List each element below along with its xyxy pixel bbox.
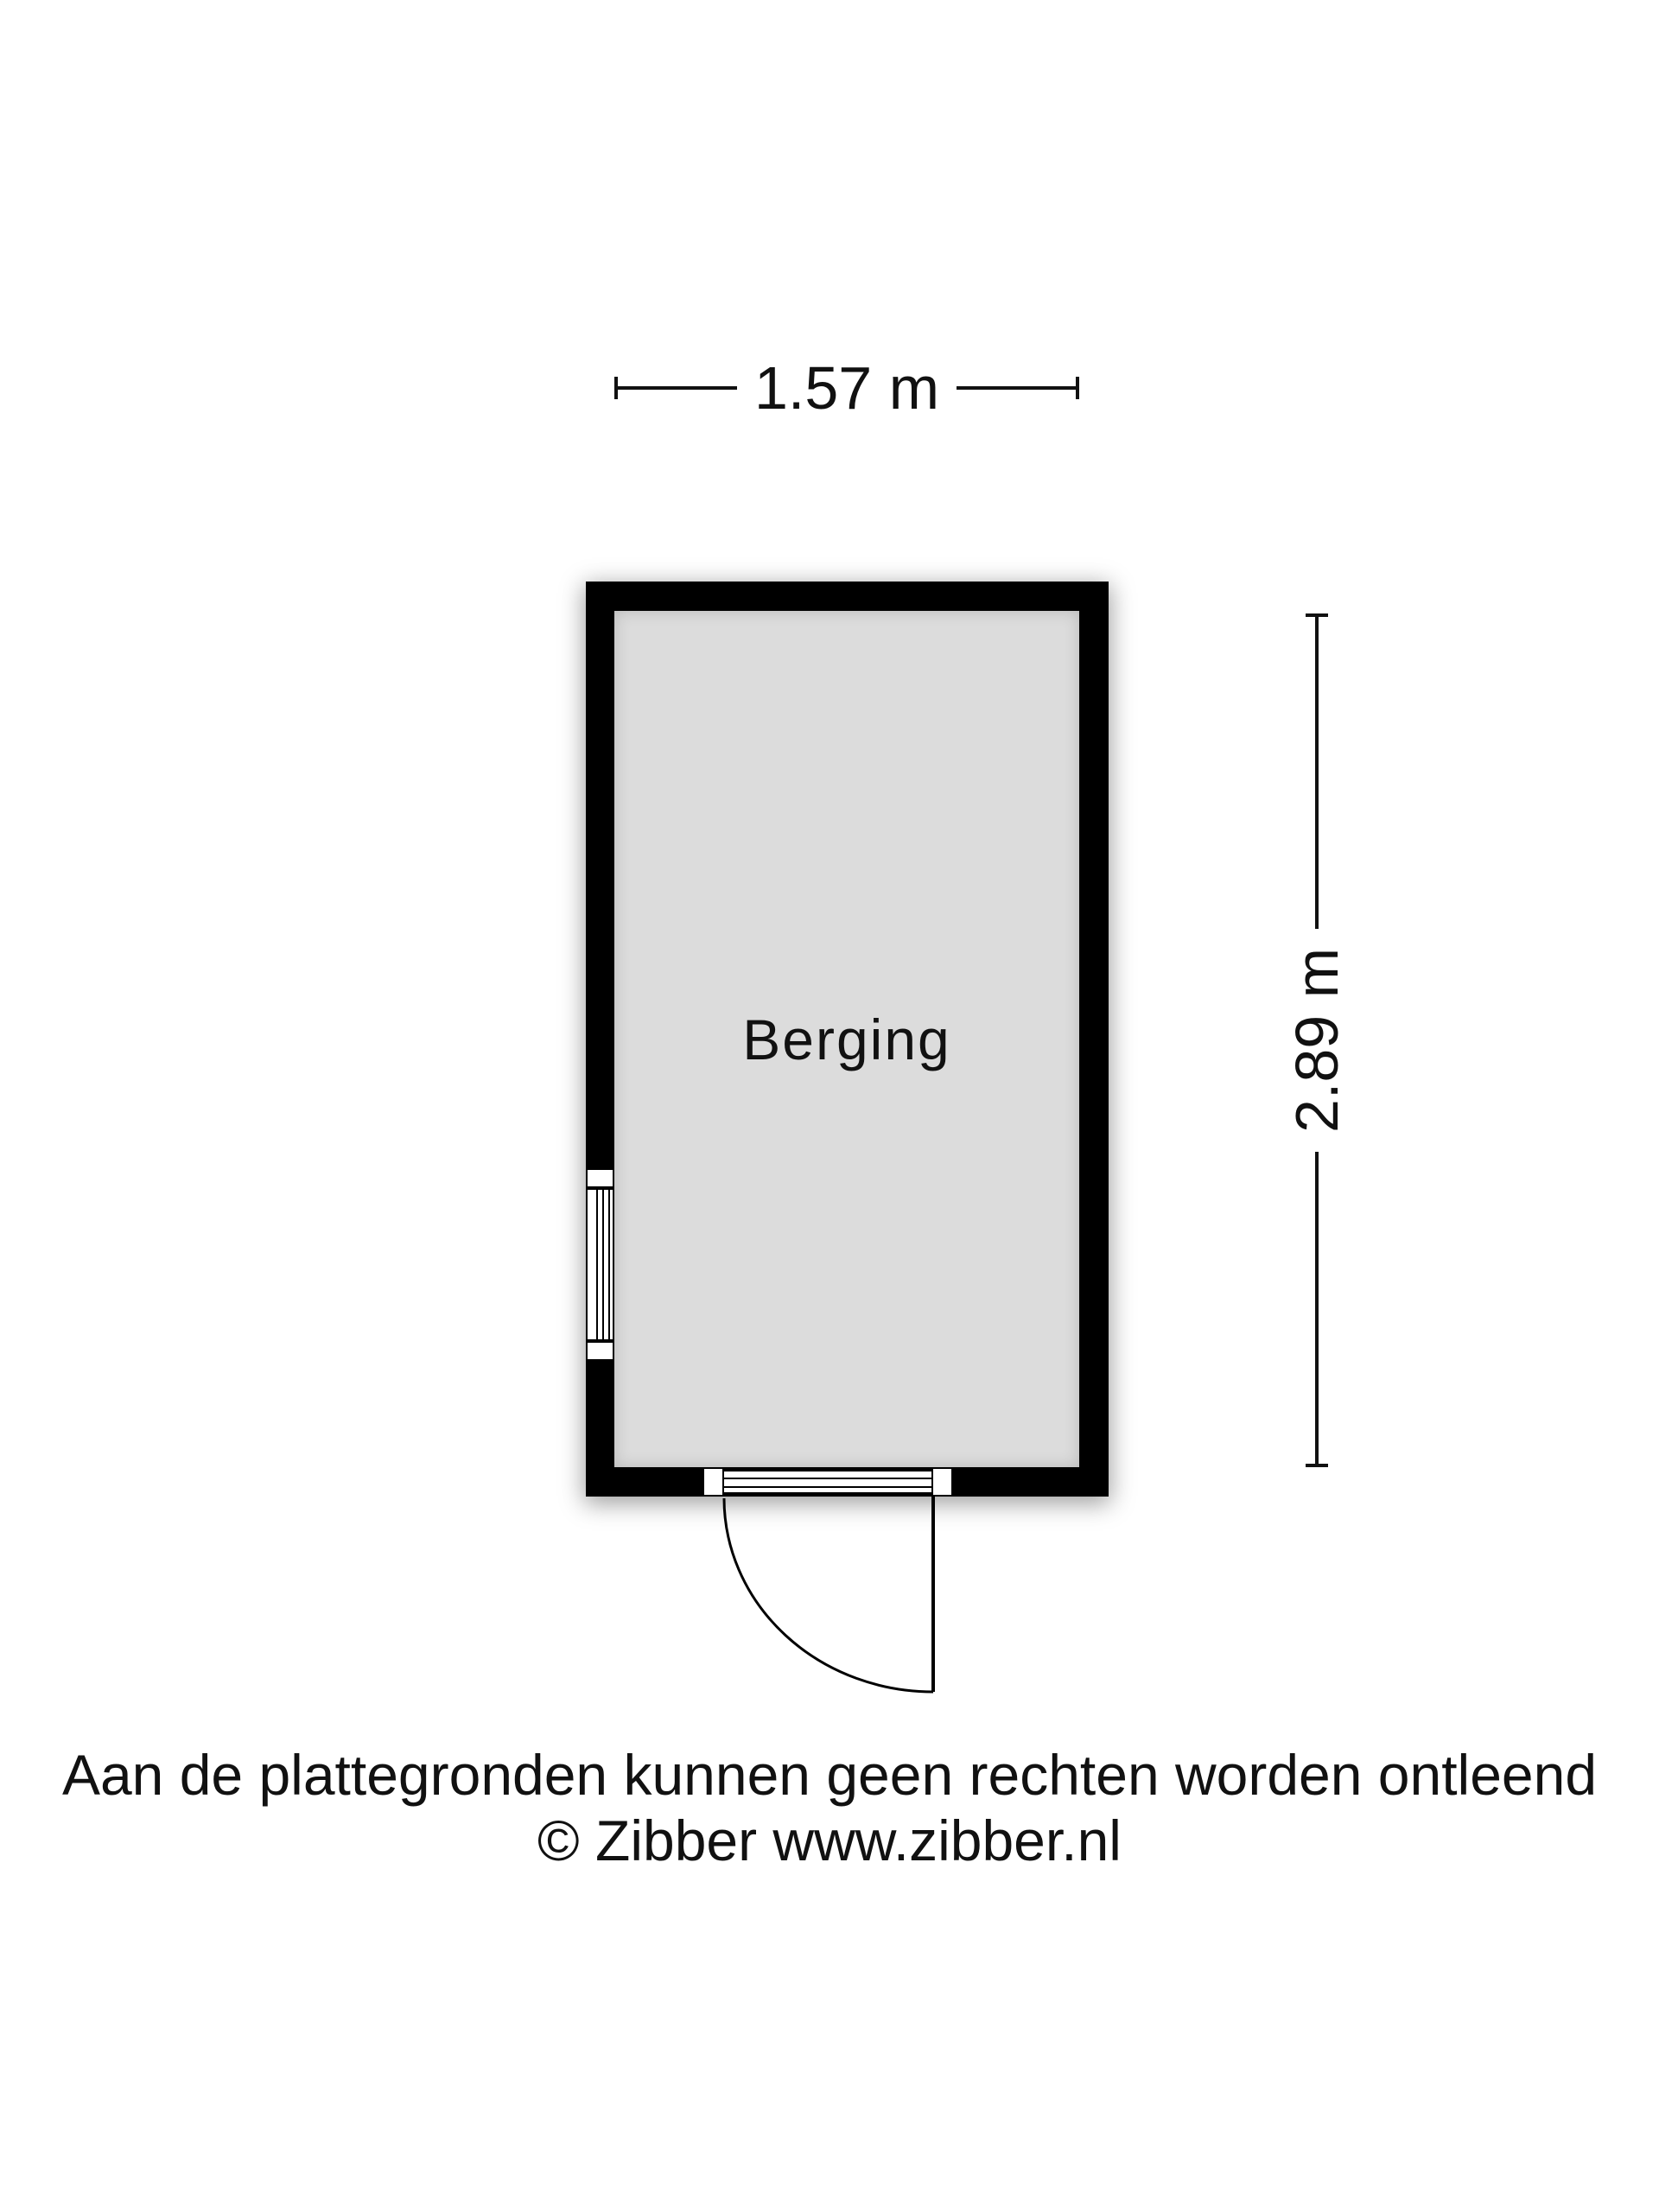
- width-dimension-tick-left: [614, 377, 618, 399]
- window-jamb-top: [586, 1168, 614, 1188]
- door-sill-line: [724, 1486, 931, 1488]
- door-swing-arc: [724, 1498, 933, 1692]
- window-symbol: [586, 1168, 614, 1361]
- door-sill: [724, 1469, 931, 1495]
- window-jamb-bottom: [586, 1341, 614, 1361]
- door-sill-line: [724, 1478, 931, 1479]
- window-pane-line: [602, 1190, 604, 1339]
- height-dimension-tick-bottom: [1306, 1464, 1328, 1467]
- footer: [0, 1742, 1659, 1873]
- height-dimension-label: 2.89 m: [1287, 929, 1347, 1152]
- height-dimension: [1283, 613, 1351, 1467]
- width-dimension-tick-right: [1076, 377, 1079, 399]
- window-glazing: [586, 1188, 614, 1341]
- floorplan-walls: [586, 582, 1109, 1497]
- width-dimension-label: 1.57 m: [737, 358, 957, 418]
- room-floor: [614, 611, 1079, 1467]
- door-jamb-right: [931, 1467, 953, 1497]
- width-dimension: [614, 354, 1079, 422]
- room-label: Berging: [742, 1007, 951, 1071]
- height-dimension-tick-top: [1306, 613, 1328, 617]
- copyright-text: © Zibber www.zibber.nl: [537, 1808, 1122, 1872]
- window-pane-line: [596, 1190, 598, 1339]
- window-pane-line: [608, 1190, 610, 1339]
- disclaimer-text: Aan de plattegronden kunnen geen rechten worden ontleend: [61, 1743, 1598, 1807]
- door-jamb-left: [702, 1467, 724, 1497]
